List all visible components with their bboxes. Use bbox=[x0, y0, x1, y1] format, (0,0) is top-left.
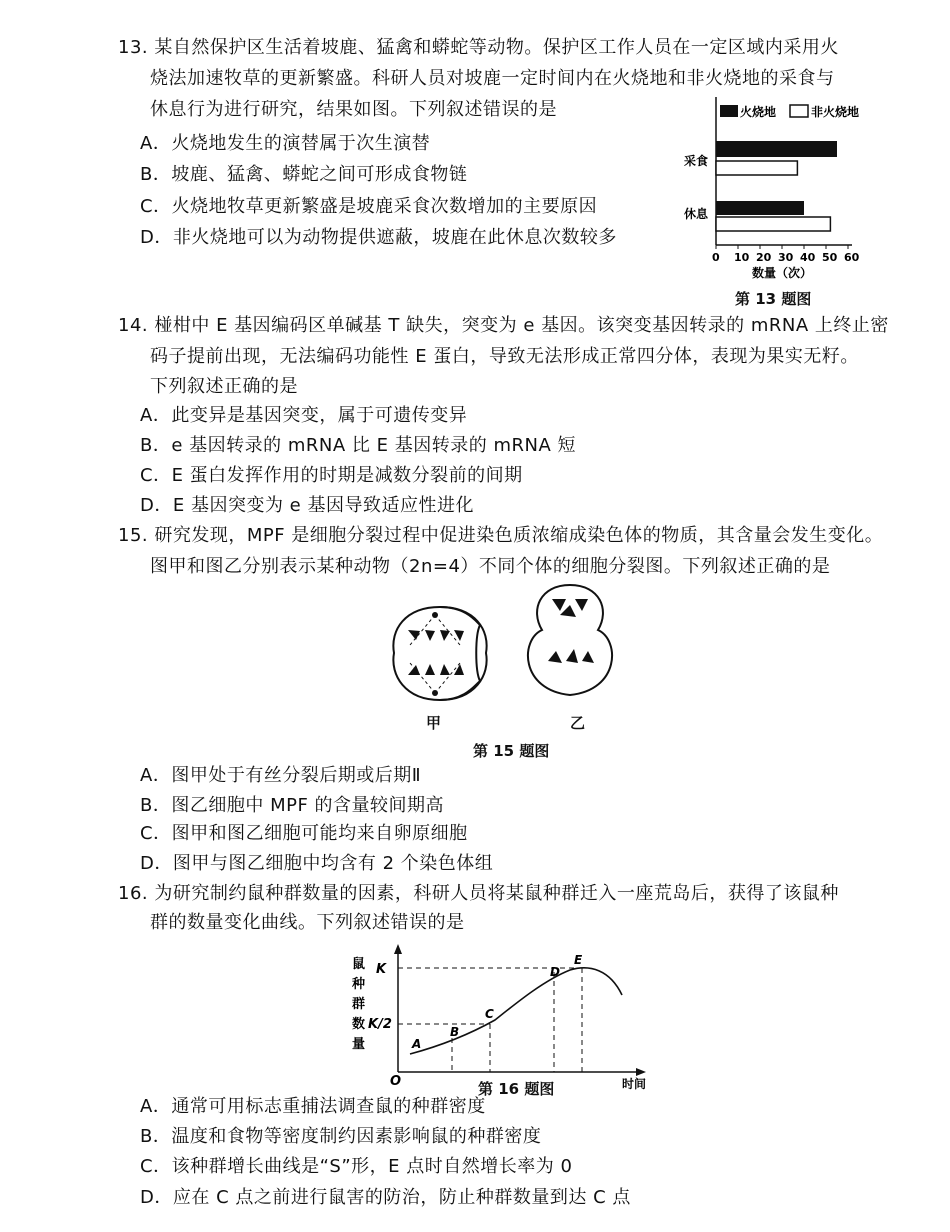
y-label-char-4: 数 bbox=[352, 1017, 366, 1032]
x-tick-label: 50 bbox=[822, 251, 838, 264]
y-label-char-5: 量 bbox=[352, 1037, 366, 1052]
point-a-label: A bbox=[412, 1037, 422, 1051]
q13-bar-chart bbox=[680, 95, 880, 285]
q14-stem-line-1: 14. 椪柑中 E 基因编码区单碱基 T 缺失，突变为 e 基因。该突变基因转录的 mRNA 上终止密 bbox=[118, 315, 889, 336]
q15-option-a: A．图甲处于有丝分裂后期或后期Ⅱ bbox=[140, 765, 422, 786]
bar-unburned-resting bbox=[716, 217, 830, 231]
q15-option-c: C．图甲和图乙细胞可能均来自卵原细胞 bbox=[140, 823, 468, 844]
q15-caption: 第 15 题图 bbox=[473, 742, 550, 760]
legend-swatch-burned bbox=[720, 105, 738, 117]
q16-stem-line-1: 16. 为研究制约鼠种群数量的因素，科研人员将某鼠种群迁入一座荒岛后，获得了该鼠种 bbox=[118, 883, 839, 904]
point-c-label: C bbox=[485, 1007, 494, 1021]
x-label: 时间 bbox=[622, 1077, 647, 1090]
q15-stem-line-1: 15. 研究发现，MPF 是细胞分裂过程中促进染色质浓缩成染色体的物质，其含量会发生变化。 bbox=[118, 525, 884, 546]
q14-stem-line-3: 下列叙述正确的是 bbox=[150, 376, 298, 397]
origin-label: O bbox=[390, 1074, 402, 1089]
q14-option-a: A．此变异是基因突变，属于可遗传变异 bbox=[140, 405, 468, 426]
y-label-char-2: 种 bbox=[352, 977, 366, 992]
q16-option-d: D．应在 C 点之前进行鼠害的防治，防止种群数量到达 C 点 bbox=[140, 1187, 631, 1208]
q16-caption: 第 16 题图 bbox=[478, 1080, 555, 1098]
q15-stem-line-2: 图甲和图乙分别表示某种动物（2n=4）不同个体的细胞分裂图。下列叙述正确的是 bbox=[150, 556, 831, 577]
q13-stem-line-3: 休息行为进行研究，结果如图。下列叙述错误的是 bbox=[150, 99, 557, 120]
point-b-label: B bbox=[450, 1025, 460, 1039]
q15-option-d: D．图甲与图乙细胞中均含有 2 个染色体组 bbox=[140, 853, 494, 874]
q14-option-c: C．E 蛋白发挥作用的时期是减数分裂前的间期 bbox=[140, 465, 523, 486]
q14-option-d: D．E 基因突变为 e 基因导致适应性进化 bbox=[140, 495, 474, 516]
bar-burned-feeding bbox=[716, 141, 837, 157]
x-tick-label: 30 bbox=[778, 251, 794, 264]
bar-unburned-feeding bbox=[716, 161, 797, 175]
x-tick-label: 20 bbox=[756, 251, 772, 264]
category-label-feeding: 采食 bbox=[684, 154, 709, 168]
bar-burned-resting bbox=[716, 201, 804, 215]
legend-label-unburned: 非火烧地 bbox=[811, 105, 860, 119]
q13-stem-line-1: 13. 某自然保护区生活着坡鹿、猛禽和蟒蛇等动物。保护区工作人员在一定区域内采用火 bbox=[118, 37, 839, 58]
x-tick-label: 40 bbox=[800, 251, 816, 264]
q13-option-d: D．非火烧地可以为动物提供遮蔽，坡鹿在此休息次数较多 bbox=[140, 227, 617, 248]
y-label-char-1: 鼠 bbox=[352, 957, 366, 972]
q16-option-c: C．该种群增长曲线是“S”形，E 点时自然增长率为 0 bbox=[140, 1156, 573, 1177]
q16-growth-curve bbox=[340, 940, 660, 1090]
q16-option-a: A．通常可用标志重捕法调查鼠的种群密度 bbox=[140, 1096, 486, 1117]
q14-option-b: B．e 基因转录的 mRNA 比 E 基因转录的 mRNA 短 bbox=[140, 435, 576, 456]
q16-option-b: B．温度和食物等密度制约因素影响鼠的种群密度 bbox=[140, 1126, 542, 1147]
q13-caption: 第 13 题图 bbox=[735, 290, 812, 308]
point-e-label: E bbox=[574, 953, 583, 967]
cell-yi bbox=[528, 585, 612, 695]
label-jia: 甲 bbox=[426, 714, 442, 732]
k-label: K bbox=[376, 962, 387, 977]
y-label-char-3: 群 bbox=[352, 997, 366, 1012]
label-yi: 乙 bbox=[570, 714, 586, 732]
category-label-resting: 休息 bbox=[684, 207, 709, 221]
cell-jia bbox=[393, 607, 486, 700]
x-tick-label: 0 bbox=[712, 251, 720, 264]
q13-option-c: C．火烧地牧草更新繁盛是坡鹿采食次数增加的主要原因 bbox=[140, 196, 598, 217]
x-axis-label: 数量（次） bbox=[752, 266, 813, 280]
q16-stem-line-2: 群的数量变化曲线。下列叙述错误的是 bbox=[150, 912, 465, 933]
x-tick-label: 60 bbox=[844, 251, 860, 264]
q13-stem-line-2: 烧法加速牧草的更新繁盛。科研人员对坡鹿一定时间内在火烧地和非火烧地的采食与 bbox=[150, 68, 835, 89]
q15-option-b: B．图乙细胞中 MPF 的含量较间期高 bbox=[140, 795, 445, 816]
point-d-label: D bbox=[550, 965, 560, 979]
q14-stem-line-2: 码子提前出现，无法编码功能性 E 蛋白，导致无法形成正常四分体，表现为果实无籽。 bbox=[150, 346, 859, 367]
q13-option-a: A．火烧地发生的演替属于次生演替 bbox=[140, 133, 431, 154]
x-tick-label: 10 bbox=[734, 251, 750, 264]
legend-label-burned: 火烧地 bbox=[740, 105, 777, 119]
q15-cell-figure bbox=[380, 575, 630, 735]
k2-label: K/2 bbox=[368, 1017, 392, 1032]
legend-swatch-unburned bbox=[790, 105, 808, 117]
q13-option-b: B．坡鹿、猛禽、蟒蛇之间可形成食物链 bbox=[140, 164, 468, 185]
